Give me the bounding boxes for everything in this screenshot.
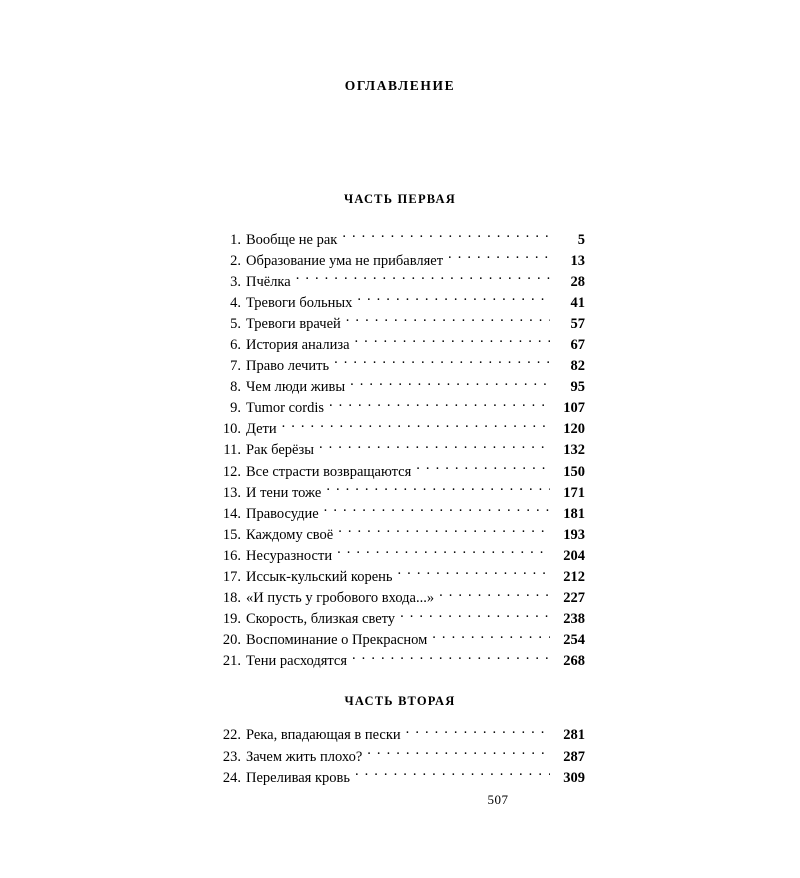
toc-entry-number: 10.	[222, 421, 241, 438]
toc-entry-title: Река, впадающая в пески	[246, 727, 401, 744]
toc-entry-page: 150	[563, 463, 585, 480]
toc-leader-dots	[326, 482, 550, 497]
toc-entry[interactable]	[215, 419, 585, 440]
toc-leader-dots	[319, 440, 550, 455]
toc-entry[interactable]	[215, 651, 585, 672]
toc-entry-title: Зачем жить плохо?	[246, 748, 363, 765]
toc-entry-page: 13	[570, 252, 585, 269]
toc-entries-part-one	[215, 229, 585, 672]
toc-entry-number: 21.	[222, 653, 241, 670]
toc-leader-dots	[334, 356, 550, 371]
toc-entry[interactable]	[215, 356, 585, 377]
toc-leader-dots	[416, 461, 550, 476]
toc-leader-dots	[448, 250, 550, 265]
toc-leader-dots	[324, 503, 550, 518]
toc-entry-number: 11.	[223, 442, 241, 459]
toc-leader-dots	[337, 545, 550, 560]
toc-entry-number: 13.	[222, 484, 241, 501]
toc-entry-number: 7.	[230, 358, 241, 375]
toc-entry[interactable]	[215, 567, 585, 588]
toc-entry-title: Дети	[246, 421, 277, 438]
toc-entry-number: 14.	[222, 505, 241, 522]
toc-leader-dots	[296, 271, 550, 286]
toc-leader-dots	[367, 746, 550, 761]
toc-entry-title: И тени тоже	[246, 484, 322, 501]
toc-entry[interactable]	[215, 630, 585, 651]
toc-entry-title: Каждому своё	[246, 526, 334, 543]
toc-entry[interactable]	[215, 482, 585, 503]
toc-entry-number: 16.	[222, 547, 241, 564]
toc-entry-page: 181	[563, 505, 585, 522]
toc-entry-title: «И пусть у гробового входа...»	[246, 590, 435, 607]
toc-entry[interactable]	[215, 746, 585, 767]
toc-entry-page: 5	[577, 231, 585, 248]
toc-entry-title: Переливая кровь	[246, 769, 350, 786]
toc-entry-number: 22.	[222, 727, 241, 744]
toc-entry[interactable]	[215, 292, 585, 313]
toc-entry-title: Скорость, близкая свету	[246, 611, 396, 628]
toc-entry-page: 120	[563, 421, 585, 438]
toc-entry[interactable]	[215, 377, 585, 398]
toc-leader-dots	[350, 377, 550, 392]
toc-entry-title: Рак берёзы	[246, 442, 314, 459]
toc-leader-dots	[282, 419, 550, 434]
folio-number: 507	[487, 792, 509, 807]
toc-entry-title: Вообще не рак	[246, 231, 338, 248]
page-folio	[0, 792, 800, 808]
toc-entry-number: 12.	[222, 463, 241, 480]
toc-entry-page: 287	[563, 748, 585, 765]
toc-entry-number: 15.	[222, 526, 241, 543]
toc-entry[interactable]	[215, 461, 585, 482]
toc-entry-page: 204	[563, 547, 585, 564]
toc-entry-number: 4.	[230, 294, 241, 311]
toc-leader-dots	[329, 398, 550, 413]
toc-entry[interactable]	[215, 398, 585, 419]
toc-entry[interactable]	[215, 545, 585, 566]
toc-entry-page: 28	[570, 273, 585, 290]
toc-leader-dots	[432, 630, 550, 645]
toc-entry-number: 24.	[222, 769, 241, 786]
toc-entry[interactable]	[215, 440, 585, 461]
toc-entry-page: 82	[570, 358, 585, 375]
toc-entry-page: 309	[563, 769, 585, 786]
toc-entry-title: Чем люди живы	[246, 379, 346, 396]
toc-entry-number: 1.	[230, 231, 241, 248]
toc-entry-page: 227	[563, 590, 585, 607]
toc-entry-number: 17.	[222, 569, 241, 585]
toc-entry-page: 254	[563, 632, 585, 649]
toc-entry-number: 6.	[230, 336, 241, 353]
toc-entry-title: Право лечить	[246, 358, 330, 375]
toc-entry[interactable]	[215, 334, 585, 355]
toc-page	[0, 78, 800, 878]
toc-leader-dots	[342, 229, 550, 244]
toc-entry-number: 19.	[222, 611, 241, 628]
toc-entry-page: 41	[570, 294, 585, 311]
page-title: ОГЛАВЛЕНИЕ	[344, 78, 456, 93]
toc-entry[interactable]	[215, 250, 585, 271]
toc-entry-title: Несуразности	[246, 547, 333, 564]
toc-entries-part-two	[215, 725, 585, 788]
toc-entry-title: Пчёлка	[246, 273, 291, 290]
toc-entry[interactable]	[215, 229, 585, 250]
toc-entry[interactable]	[215, 725, 585, 746]
toc-entry-page: 171	[563, 484, 585, 501]
toc-entry-page: 238	[563, 611, 585, 628]
toc-entry-page: 132	[563, 442, 585, 459]
toc-leader-dots	[406, 725, 550, 740]
toc-entry[interactable]	[215, 524, 585, 545]
toc-leader-dots	[400, 609, 550, 624]
toc-entry-title: История анализа	[246, 336, 350, 353]
toc-entry[interactable]	[215, 588, 585, 609]
toc-entry-title: Тревоги врачей	[246, 315, 341, 332]
toc-leader-dots	[439, 588, 550, 603]
toc-entry-page: 57	[570, 315, 585, 332]
toc-entry[interactable]	[215, 313, 585, 334]
toc-entry-page: 107	[563, 400, 585, 417]
toc-entry-title: Tumor cordis	[246, 400, 325, 417]
toc-entry[interactable]	[215, 503, 585, 524]
toc-entry[interactable]	[215, 767, 585, 788]
toc-entry[interactable]	[215, 609, 585, 630]
toc-entry-title: Правосудие	[246, 505, 319, 522]
toc-entry-title: Воспоминание о Прекрасном	[246, 632, 428, 649]
toc-entry-page: 212	[563, 569, 585, 585]
toc-leader-dots	[338, 524, 550, 539]
toc-entry-title: Тени расходятся	[246, 653, 348, 670]
toc-entry-number: 5.	[230, 315, 241, 332]
toc-leader-dots	[355, 334, 550, 349]
toc-entry-title: Все страсти возвращаются	[246, 463, 412, 480]
toc-entry[interactable]	[215, 271, 585, 292]
toc-entry-number: 9.	[230, 400, 241, 417]
toc-leader-dots	[357, 292, 550, 307]
toc-entry-page: 67	[570, 336, 585, 353]
toc-entry-number: 23.	[222, 748, 241, 765]
toc-entry-number: 3.	[230, 273, 241, 290]
toc-entry-number: 18.	[222, 590, 241, 607]
toc-entry-number: 2.	[230, 252, 241, 269]
part-heading-two: ЧАСТЬ ВТОРАЯ	[344, 693, 456, 708]
toc-entry-page: 268	[563, 653, 585, 670]
toc-entry-page: 193	[563, 526, 585, 543]
toc-entry-title: Тревоги больных	[246, 294, 353, 311]
toc-entry-title: Образование ума не прибавляет	[246, 252, 444, 269]
toc-entry-number: 20.	[222, 632, 241, 649]
toc-leader-dots	[346, 313, 550, 328]
toc-leader-dots	[398, 567, 550, 582]
toc-entry-page: 281	[563, 727, 585, 744]
toc-leader-dots	[355, 767, 550, 782]
toc-entry-title: Иссык-кульский корень	[246, 569, 393, 585]
toc-entry-number: 8.	[230, 379, 241, 396]
toc-leader-dots	[352, 651, 550, 666]
part-heading-one: ЧАСТЬ ПЕРВАЯ	[343, 192, 457, 206]
toc-entry-page: 95	[570, 379, 585, 396]
